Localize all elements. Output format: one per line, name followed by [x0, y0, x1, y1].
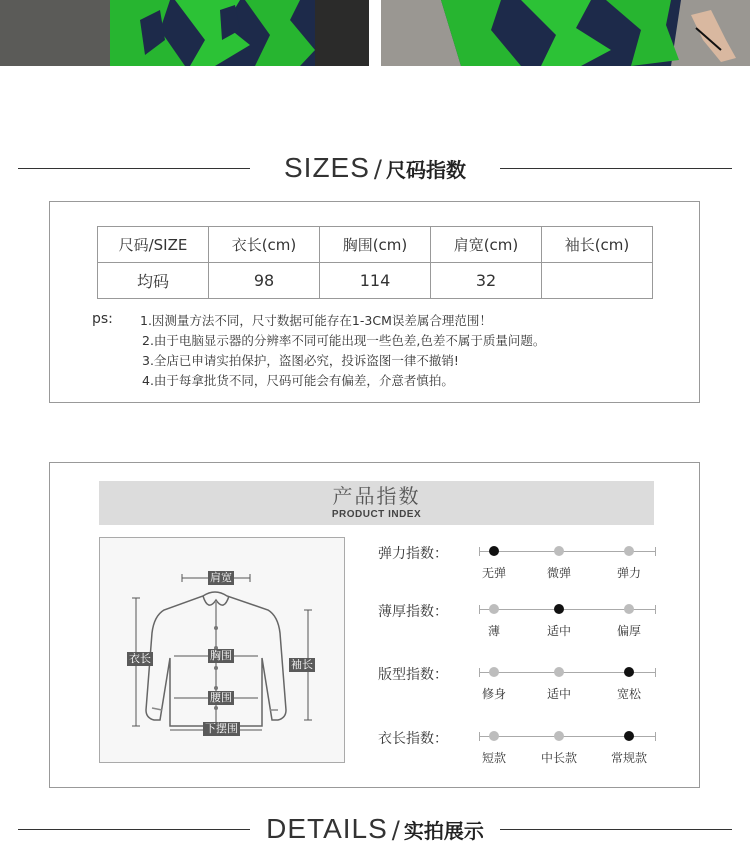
product-photo-left — [0, 0, 369, 66]
scale-dot — [624, 731, 634, 741]
scale-dot — [624, 604, 634, 614]
details-title-cn: 实拍展示 — [403, 819, 484, 843]
scale-name: 版型指数： — [378, 667, 448, 683]
sizes-section-header — [0, 148, 750, 188]
sizes-title-slash: / — [373, 155, 382, 183]
scale-dot — [554, 604, 564, 614]
product-index-title-cn: 产品指数 — [332, 484, 421, 508]
product-photo-right — [381, 0, 750, 66]
scale-option: 适中 — [546, 624, 571, 638]
size-table-header: 尺码/SIZE — [98, 227, 209, 263]
note-line: 3.全店已申请实拍保护，盗图必究，投诉盗图一律不撤销! — [142, 353, 459, 368]
sizes-title-cn: 尺码指数 — [386, 158, 466, 182]
scale-option: 偏厚 — [616, 624, 641, 638]
garment-label-length: 衣长 — [129, 652, 151, 665]
garment-measure-diagram — [99, 537, 345, 763]
notes-label: ps: — [92, 311, 113, 327]
garment-label-chest: 胸围 — [210, 649, 232, 662]
scale-option: 无弹 — [481, 566, 506, 580]
size-table-header: 肩宽(cm) — [431, 227, 542, 263]
details-title-slash: / — [391, 816, 400, 844]
scale-name: 薄厚指数： — [378, 604, 448, 620]
scale-option: 适中 — [546, 687, 571, 701]
garment-label-waist: 腰围 — [210, 691, 232, 704]
note-line: 1.因测量方法不同，尺寸数据可能存在1-3CM误差属合理范围！ — [140, 313, 492, 328]
product-index-box — [49, 462, 700, 788]
scale-dot — [624, 546, 634, 556]
note-line: 4.由于每拿批货不同，尺码可能会有偏差，介意者慎拍。 — [142, 373, 454, 388]
scale-option: 常规款 — [610, 751, 647, 765]
scale-option: 中长款 — [540, 751, 577, 765]
size-table-header: 袖长(cm) — [542, 227, 653, 263]
scale-dot — [489, 604, 499, 614]
scale-option: 短款 — [481, 751, 506, 765]
scale-dot — [489, 667, 499, 677]
scale-name: 衣长指数： — [378, 731, 448, 747]
scale-dot — [624, 667, 634, 677]
scale-option: 微弹 — [546, 566, 571, 580]
size-table-cell: 32 — [431, 263, 542, 299]
product-index-banner — [99, 481, 654, 525]
scale-name: 弹力指数： — [378, 546, 448, 562]
scale-fit — [378, 664, 658, 704]
garment-label-shoulder: 肩宽 — [210, 571, 232, 584]
note-line: 2.由于电脑显示器的分辨率不同可能出现一些色差,色差不属于质量问题。 — [142, 333, 546, 348]
garment-label-sleeve: 袖长 — [291, 658, 313, 671]
scale-dot — [489, 546, 499, 556]
scale-length — [378, 728, 658, 768]
size-table-cell: 均码 — [98, 263, 209, 299]
sizes-title-en: SIZES — [283, 152, 370, 183]
scale-option: 修身 — [481, 687, 506, 701]
scale-option: 宽松 — [616, 687, 641, 701]
size-table-header: 胸围(cm) — [320, 227, 431, 263]
size-table-cell: 98 — [209, 263, 320, 299]
size-table-header-row — [98, 227, 653, 263]
notes-list — [140, 311, 545, 391]
size-table-row — [98, 263, 653, 299]
scale-option: 弹力 — [616, 566, 641, 580]
size-table-cell: 114 — [320, 263, 431, 299]
scale-dot — [489, 731, 499, 741]
scale-dot — [554, 667, 564, 677]
size-chart-box — [49, 201, 700, 403]
scale-dot — [554, 546, 564, 556]
scale-thickness — [378, 601, 658, 641]
product-index-title-en: PRODUCT INDEX — [331, 509, 422, 520]
details-title-en: DETAILS — [266, 813, 388, 844]
scale-option: 薄 — [487, 624, 500, 638]
size-table — [97, 226, 653, 299]
scale-dot — [554, 731, 564, 741]
size-table-header: 衣长(cm) — [209, 227, 320, 263]
garment-label-hem: 下摆围 — [205, 722, 238, 735]
details-section-header — [0, 809, 750, 849]
size-table-cell — [542, 263, 653, 299]
scale-elasticity — [378, 543, 658, 583]
